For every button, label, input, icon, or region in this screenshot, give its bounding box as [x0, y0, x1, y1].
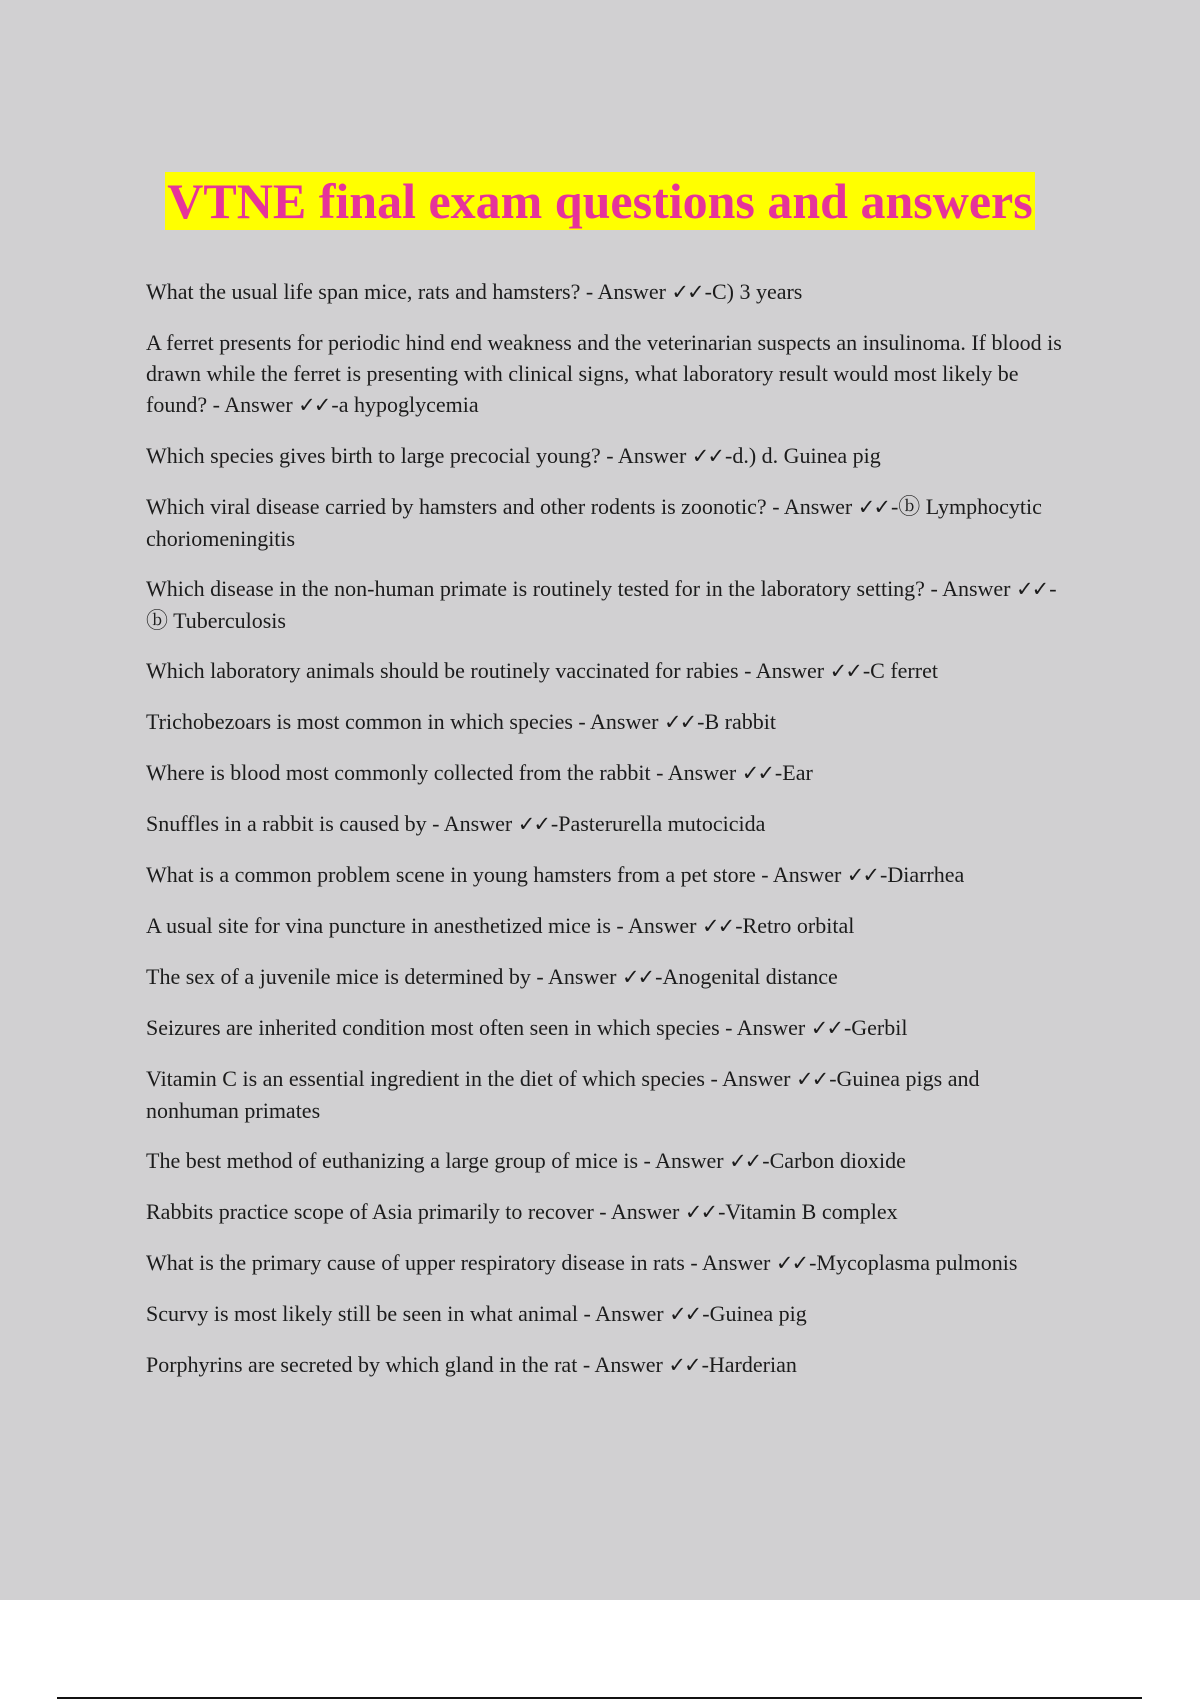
check-mark-icon: ✓✓ [663, 710, 696, 734]
answer-text: Guinea pig [709, 1301, 807, 1326]
answer-label: Answer [667, 760, 737, 785]
answer-label: Answer [610, 1199, 680, 1224]
answer-label: Answer [597, 279, 666, 304]
answer-label: Answer [772, 862, 842, 887]
qa-item: The best method of euthanizing a large group of mice is - Answer ✓✓-Carbon dioxide [146, 1148, 906, 1173]
check-mark-icon: ✓✓ [691, 444, 723, 468]
qa-item: Vitamin C is an essential ingredient in the diet of which species - Answer ✓✓-Guinea pigs and nonhuman primates [146, 1066, 980, 1123]
question-text: Which species gives birth to large precocial young? [146, 443, 601, 468]
check-mark-icon: ✓✓ [846, 863, 878, 887]
answer-text: Retro orbital [742, 913, 855, 938]
check-mark-icon: ✓✓ [810, 1016, 842, 1040]
question-text: Which viral disease carried by hamsters and other rodents is zoonotic? [146, 494, 767, 519]
check-mark-icon: ✓✓ [298, 393, 330, 417]
question-text: What the usual life span mice, rats and hamsters? [146, 279, 581, 304]
check-mark-icon: ✓✓ [1016, 577, 1048, 601]
question-text: Rabbits practice scope of Asia primarily to recover [146, 1199, 594, 1224]
footer-divider [57, 1697, 1142, 1699]
answer-text: C ferret [870, 658, 938, 683]
question-text: What is a common problem scene in young hamsters from a pet store [146, 862, 756, 887]
answer-label: Answer [590, 709, 659, 734]
qa-item: A usual site for vina puncture in anesthetized mice is - Answer ✓✓-Retro orbital [146, 913, 855, 938]
question-text: Seizures are inherited condition most often seen in which species [146, 1015, 720, 1040]
check-mark-icon: ✓✓ [729, 1149, 761, 1173]
qa-item: Scurvy is most likely still be seen in what animal - Answer ✓✓-Guinea pig [146, 1301, 807, 1326]
qa-item: What is a common problem scene in young hamsters from a pet store - Answer ✓✓-Diarrhea [146, 862, 965, 887]
question-text: Which laboratory animals should be routinely vaccinated for rabies [146, 658, 739, 683]
question-text: A usual site for vina puncture in anesthetized mice is [146, 913, 611, 938]
qa-item: Snuffles in a rabbit is caused by - Answer ✓✓-Pasterurella mutocicida [146, 811, 766, 836]
answer-text: d.) d. Guinea pig [732, 443, 881, 468]
answer-label: Answer [736, 1015, 806, 1040]
qa-item: What is the primary cause of upper respiratory disease in rats - Answer ✓✓-Mycoplasma pulmonis [146, 1250, 1018, 1275]
answer-label: Answer [224, 392, 293, 417]
check-mark-icon: ✓✓ [741, 761, 773, 785]
answer-text: C) 3 years [711, 279, 803, 304]
check-mark-icon: ✓✓ [668, 1353, 700, 1377]
answer-label: Answer [595, 1301, 664, 1326]
answer-text: a hypoglycemia [338, 392, 479, 417]
check-mark-icon: ✓✓ [829, 659, 861, 683]
answer-text: Carbon dioxide [769, 1148, 906, 1173]
question-text: Snuffles in a rabbit is caused by [146, 811, 427, 836]
qa-item: Which laboratory animals should be routinely vaccinated for rabies - Answer ✓✓-C ferret [146, 658, 938, 683]
qa-item: The sex of a juvenile mice is determined by - Answer ✓✓-Anogenital distance [146, 964, 838, 989]
answer-label: Answer [722, 1066, 791, 1091]
qa-item: Where is blood most commonly collected from the rabbit - Answer ✓✓-Ear [146, 760, 813, 785]
answer-label: Answer [594, 1352, 663, 1377]
answer-text: Mycoplasma pulmonis [816, 1250, 1018, 1275]
answer-text: Anogenital distance [662, 964, 838, 989]
qa-item: Rabbits practice scope of Asia primarily to recover - Answer ✓✓-Vitamin B complex [146, 1199, 898, 1224]
answer-text: ⓑ Tuberculosis [146, 608, 286, 633]
answer-label: Answer [617, 443, 687, 468]
question-text: What is the primary cause of upper respiratory disease in rats [146, 1250, 685, 1275]
answer-label: Answer [655, 1148, 724, 1173]
check-mark-icon: ✓✓ [669, 1302, 701, 1326]
answer-text: Gerbil [851, 1015, 908, 1040]
qa-item: Seizures are inherited condition most often seen in which species - Answer ✓✓-Gerbil [146, 1015, 908, 1040]
question-text: The best method of euthanizing a large group of mice is [146, 1148, 639, 1173]
check-mark-icon: ✓✓ [796, 1067, 828, 1091]
answer-text: ⓑ Lymphocytic choriomeningitis [146, 494, 1042, 551]
answer-text: Vitamin B complex [725, 1199, 898, 1224]
question-text: The sex of a juvenile mice is determined by [146, 964, 531, 989]
qa-item: What the usual life span mice, rats and hamsters? - Answer ✓✓-C) 3 years [146, 279, 803, 304]
answer-text: Diarrhea [887, 862, 965, 887]
check-mark-icon: ✓✓ [857, 495, 889, 519]
answer-label: Answer [755, 658, 825, 683]
check-mark-icon: ✓✓ [775, 1251, 808, 1275]
check-mark-icon: ✓✓ [517, 812, 549, 836]
answer-text: Pasterurella mutocicida [558, 811, 766, 836]
answer-label: Answer [628, 913, 697, 938]
document-title: VTNE final exam questions and answers [167, 173, 1033, 229]
qa-item: Which viral disease carried by hamsters and other rodents is zoonotic? - Answer ✓✓-ⓑ Lymphocytic choriomeningitis [146, 494, 1042, 551]
answer-text: Ear [782, 760, 813, 785]
answer-label: Answer [783, 494, 853, 519]
question-text: Which disease in the non-human primate is routinely tested for in the laboratory setting? [146, 576, 925, 601]
answer-label: Answer [942, 576, 1011, 601]
check-mark-icon: ✓✓ [671, 280, 703, 304]
question-text: Vitamin C is an essential ingredient in the diet of which species [146, 1066, 705, 1091]
qa-list [146, 276, 1076, 1400]
question-text: Where is blood most commonly collected from the rabbit [146, 760, 651, 785]
check-mark-icon: ✓✓ [621, 965, 654, 989]
qa-item: Trichobezoars is most common in which species - Answer ✓✓-B rabbit [146, 709, 776, 734]
qa-item: Which species gives birth to large precocial young? - Answer ✓✓-d.) d. Guinea pig [146, 443, 881, 468]
check-mark-icon: ✓✓ [684, 1200, 717, 1224]
answer-label: Answer [701, 1250, 771, 1275]
check-mark-icon: ✓✓ [701, 914, 734, 938]
title-container [0, 172, 1200, 230]
answer-label: Answer [443, 811, 513, 836]
qa-item: Which disease in the non-human primate is routinely tested for in the laboratory setting? - Answer ✓✓-ⓑ Tuberculosis [146, 576, 1057, 633]
question-text: Scurvy is most likely still be seen in what animal [146, 1301, 578, 1326]
question-text: A ferret presents for periodic hind end weakness and the veterinarian suspects an insulinoma. If blood is drawn while the ferret is presenting with clinical signs, what laboratory result would most likely be found? [146, 330, 1062, 417]
answer-text: B rabbit [704, 709, 776, 734]
qa-item: Porphyrins are secreted by which gland in the rat - Answer ✓✓-Harderian [146, 1352, 797, 1377]
answer-text: Guinea pigs and nonhuman primates [146, 1066, 980, 1123]
answer-text: Harderian [708, 1352, 797, 1377]
page-footer [0, 1600, 1200, 1700]
answer-label: Answer [548, 964, 617, 989]
qa-item: A ferret presents for periodic hind end weakness and the veterinarian suspects an insulinoma. If blood is drawn while the ferret is presenting with clinical signs, what laboratory result would most likely be found? - Answer ✓✓-a hypoglycemia [146, 330, 1062, 417]
question-text: Trichobezoars is most common in which species [146, 709, 573, 734]
question-text: Porphyrins are secreted by which gland in the rat [146, 1352, 578, 1377]
